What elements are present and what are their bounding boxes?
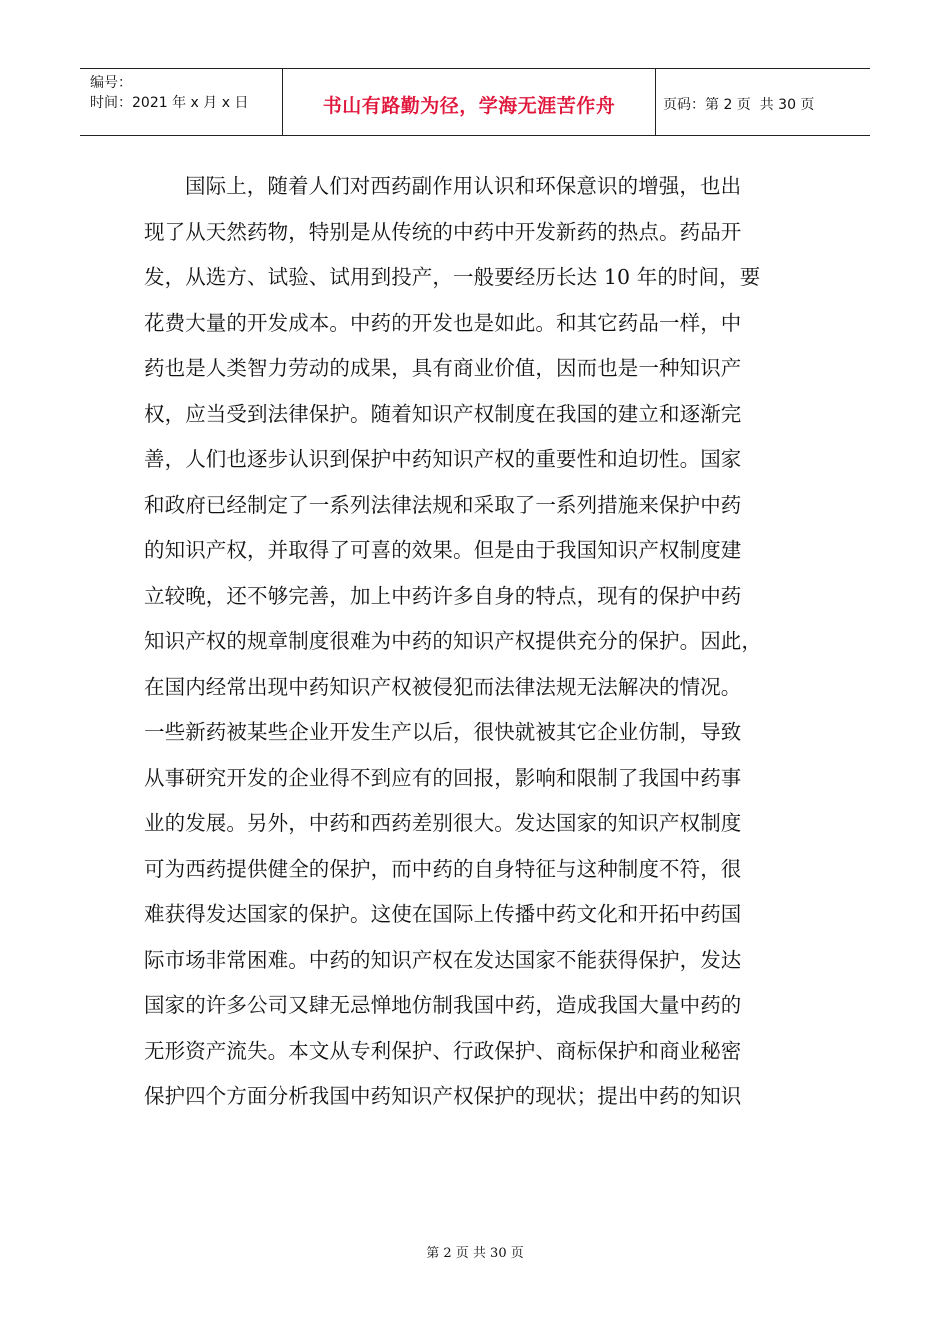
paragraph-line: 一些新药被某些企业开发生产以后，很快就被其它企业仿制，导致 — [144, 720, 742, 744]
paragraph-line: 际市场非常困难。中药的知识产权在发达国家不能获得保护，发达 — [144, 947, 742, 972]
paragraph-line: 花费大量的开发成本。中药的开发也是如此。和其它药品一样，中 — [144, 310, 742, 335]
paragraph-line: 善，人们也逐步认识到保护中药知识产权的重要性和迫切性。国家 — [144, 447, 742, 471]
header-page-code: 页码：第 2 页 共 30 页 — [663, 97, 815, 113]
paragraph-line: 难获得发达国家的保护。这使在国际上传播中药文化和开拓中药国 — [144, 902, 742, 926]
paragraph-line: 发，从选方、试验、试用到投产，一般要经历长达 10 年的时间，要 — [144, 265, 761, 289]
paragraph-line: 立较晚，还不够完善，加上中药许多自身的特点，现有的保护中药 — [144, 583, 742, 608]
page-header — [80, 68, 870, 136]
paragraph-line: 知识产权的规章制度很难为中药的知识产权提供充分的保护。因此， — [144, 629, 762, 653]
paragraph-line: 权，应当受到法律保护。随着知识产权制度在我国的建立和逐渐完 — [144, 401, 742, 426]
document-date-label: 时间：2021 年 x 月 x 日 — [90, 95, 249, 111]
paragraph-line: 药也是人类智力劳动的成果，具有商业价值，因而也是一种知识产 — [144, 356, 742, 380]
paragraph-line: 保护四个方面分析我国中药知识产权保护的现状；提出中药的知识 — [144, 1084, 742, 1108]
paragraph-line: 和政府已经制定了一系列法律法规和采取了一系列措施来保护中药 — [144, 492, 742, 517]
body-paragraph — [144, 164, 806, 1120]
paragraph-line: 国家的许多公司又肆无忌惮地仿制我国中药，造成我国大量中药的 — [144, 993, 742, 1017]
paragraph-line: 现了从天然药物，特别是从传统的中药中开发新药的热点。药品开 — [144, 219, 742, 244]
paragraph-line: 国际上，随着人们对西药副作用认识和环保意识的增强，也出 — [185, 174, 742, 198]
paragraph-line: 在国内经常出现中药知识产权被侵犯而法律法规无法解决的情况。 — [144, 674, 742, 699]
header-page-cell — [656, 69, 870, 135]
paragraph-line: 业的发展。另外，中药和西药差别很大。发达国家的知识产权制度 — [144, 811, 742, 835]
paragraph-line: 从事研究开发的企业得不到应有的回报，影响和限制了我国中药事 — [144, 765, 742, 790]
document-number-label: 编号： — [90, 75, 132, 91]
header-motto-cell — [283, 69, 656, 135]
header-meta-cell — [80, 69, 283, 135]
paragraph-line: 无形资产流失。本文从专利保护、行政保护、商标保护和商业秘密 — [144, 1038, 742, 1063]
paragraph-line: 的知识产权，并取得了可喜的效果。但是由于我国知识产权制度建 — [144, 538, 742, 562]
header-motto: 书山有路勤为径，学海无涯苦作舟 — [322, 94, 616, 117]
page-footer: 第 2 页 共 30 页 — [426, 1246, 524, 1261]
paragraph-line: 可为西药提供健全的保护，而中药的自身特征与这种制度不符，很 — [144, 856, 742, 881]
